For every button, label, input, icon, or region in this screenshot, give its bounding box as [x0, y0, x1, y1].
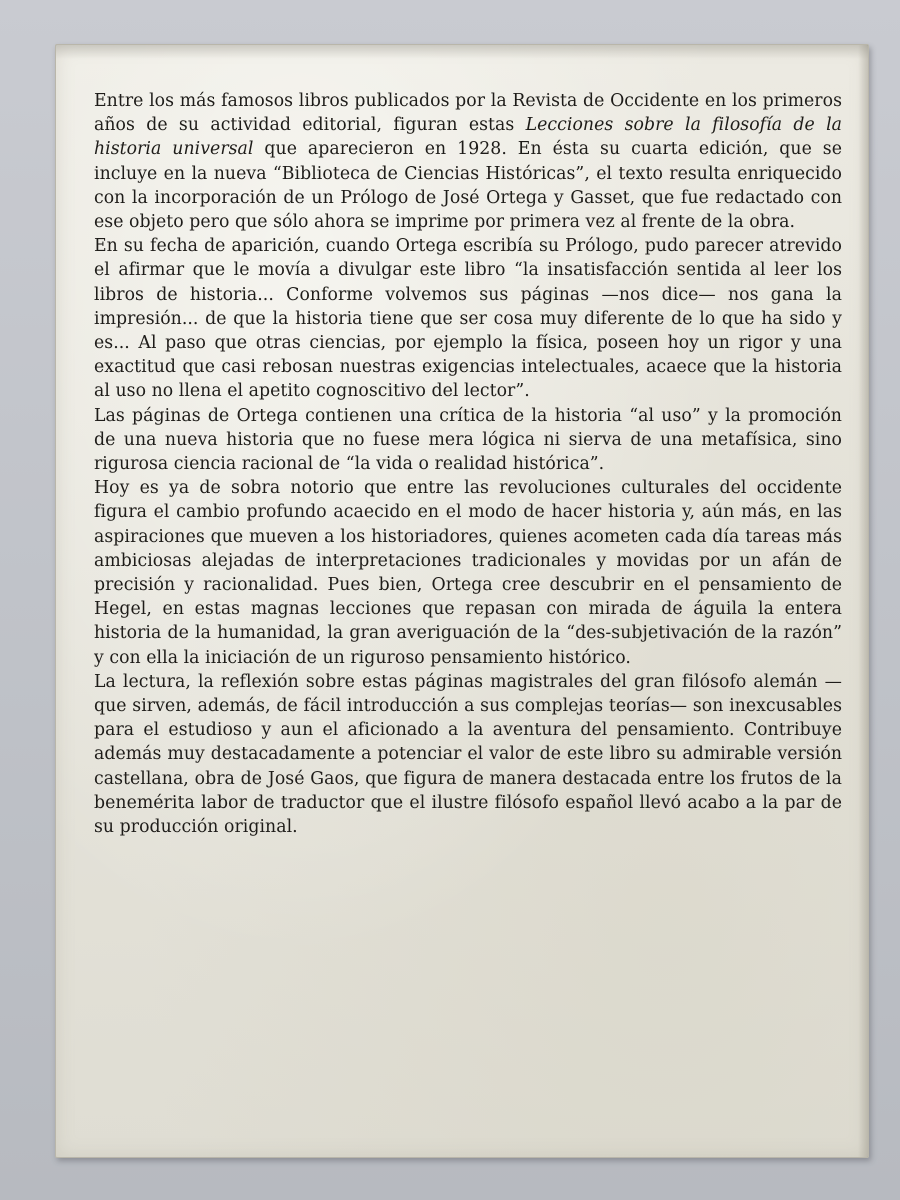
- blurb-paragraph-5: La lectura, la reflexión sobre estas páginas magistrales del gran filósofo alemán —que sirven, además, de fácil introducción a sus complejas teorías— son inexcusables para el estudioso y aun el aficionado a la aventura del pensamiento. Contribuye además muy destacadamente a potenciar el valor de este libro su admirable versión castellana, obra de José Gaos, que figura de manera destacada entre los frutos de la benemérita labor de traductor que el ilustre filósofo español llevó acabo a la par de su producción original.: [94, 671, 842, 838]
- blurb-paragraph-4: Hoy es ya de sobra notorio que entre las revoluciones culturales del occidente figura el cambio profundo acaecido en el modo de hacer historia y, aún más, en las aspiraciones que mueven a los historiadores, quienes acometen cada día tareas más ambiciosas alejadas de interpretaciones tradicionales y movidas por un afán de precisión y racionalidad. Pues bien, Ortega cree descubrir en el pensamiento de Hegel, en estas magnas lecciones que repasan con mirada de águila la entera historia de la humanidad, la gran averiguación de la “des-subjetivación de la razón” y con ella la iniciación de un riguroso pensamiento histórico.: [94, 478, 842, 668]
- cover-top-edge-shadow: [56, 45, 868, 59]
- book-title-italic: Lecciones sobre la filosofía de la historia universal: [94, 115, 842, 160]
- back-cover-blurb: [94, 89, 842, 839]
- cover-right-edge-shadow: [858, 45, 868, 1157]
- blurb-paragraph-3: Las páginas de Ortega contienen una crítica de la historia “al uso” y la promoción de una nueva historia que no fuese mera lógica ni sierva de una metafísica, sino rigurosa ciencia racional de “la vida o realidad histórica”.: [94, 405, 842, 475]
- blurb-paragraph-1: [94, 89, 842, 234]
- paragraph-1-rest: que aparecieron en 1928. En ésta su cuarta edición, que se incluye en la nueva “Biblioteca de Ciencias Históricas”, el texto resulta enriquecido con la incorporación de un Prólogo de José Ortega y Gasset, que fue redactado con ese objeto pero que sólo ahora se imprime por primera vez al frente de la obra.: [94, 139, 843, 233]
- blurb-paragraph-2: En su fecha de aparición, cuando Ortega escribía su Prólogo, pudo parecer atrevido el afirmar que le movía a divulgar este libro “la insatisfacción sentida al leer los libros de historia... Conforme volvemos sus páginas —nos dice— nos gana la impresión... de que la historia tiene que ser cosa muy diferente de lo que ha sido y es... Al paso que otras ciencias, por ejemplo la física, poseen hoy un rigor y una exactitud que casi rebosan nuestras exigencias intelectuales, acaece que la historia al uso no llena el apetito cognoscitivo del lector”.: [94, 236, 842, 402]
- book-back-cover: [55, 44, 869, 1158]
- paragraph-1-intro: Entre los más famosos libros publicados por la Revista de Occidente en los primeros años de su actividad editorial, figuran estas: [94, 91, 842, 136]
